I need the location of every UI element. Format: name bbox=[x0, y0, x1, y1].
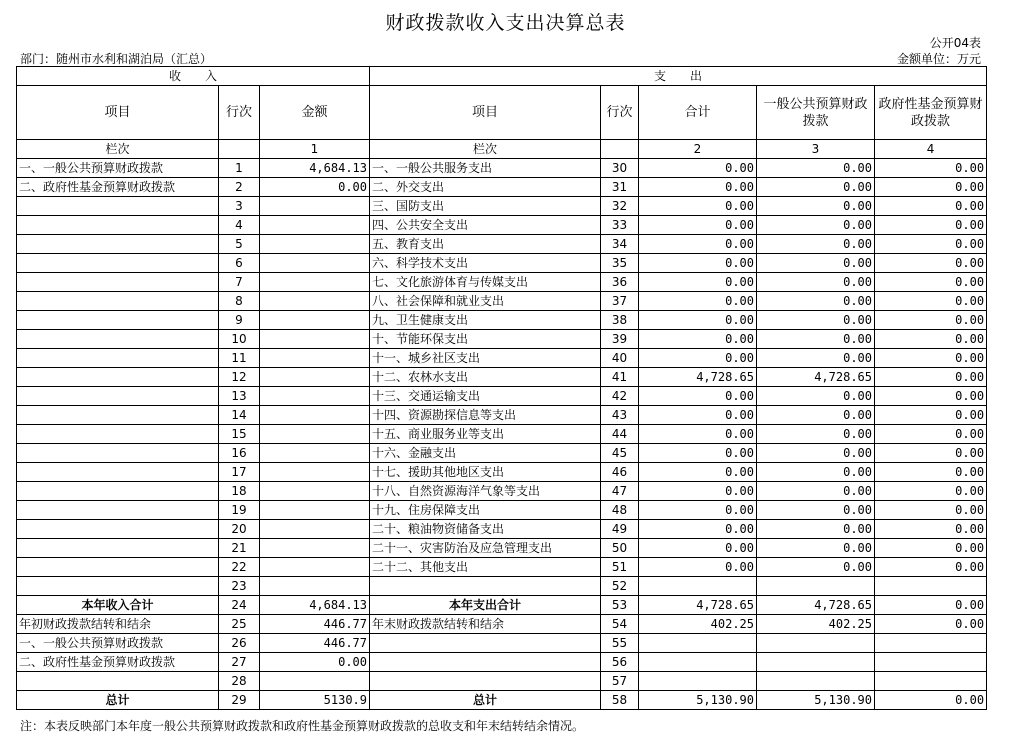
expense-total: 0.00 bbox=[639, 558, 757, 577]
gov-fund-amount: 0.00 bbox=[875, 368, 987, 387]
income-amount bbox=[260, 216, 370, 235]
income-row-no: 27 bbox=[219, 653, 260, 672]
table-row bbox=[17, 501, 987, 520]
expense-row-no: 33 bbox=[601, 216, 639, 235]
expense-row-no: 39 bbox=[601, 330, 639, 349]
expense-total: 0.00 bbox=[639, 539, 757, 558]
expense-row-no: 37 bbox=[601, 292, 639, 311]
income-amount bbox=[260, 539, 370, 558]
expense-total: 0.00 bbox=[639, 330, 757, 349]
general-budget-header: 一般公共预算财政拨款 bbox=[757, 86, 875, 140]
expense-item-header: 项目 bbox=[370, 86, 601, 140]
expense-row-no: 42 bbox=[601, 387, 639, 406]
expense-item: 二十、粮油物资储备支出 bbox=[370, 520, 601, 539]
general-budget-amount: 0.00 bbox=[757, 349, 875, 368]
gov-fund-amount: 0.00 bbox=[875, 691, 987, 710]
income-item-header: 项目 bbox=[17, 86, 219, 140]
expense-row-no: 50 bbox=[601, 539, 639, 558]
income-amount-header: 金额 bbox=[260, 86, 370, 140]
table-row bbox=[17, 444, 987, 463]
income-item bbox=[17, 444, 219, 463]
expense-total: 0.00 bbox=[639, 197, 757, 216]
expense-row-no: 44 bbox=[601, 425, 639, 444]
general-budget-amount bbox=[757, 653, 875, 672]
table-row bbox=[17, 577, 987, 596]
expense-item: 四、公共安全支出 bbox=[370, 216, 601, 235]
gov-fund-amount: 0.00 bbox=[875, 292, 987, 311]
income-amount bbox=[260, 254, 370, 273]
gov-fund-amount: 0.00 bbox=[875, 197, 987, 216]
income-amount bbox=[260, 292, 370, 311]
income-amount: 5130.9 bbox=[260, 691, 370, 710]
expense-row-no: 31 bbox=[601, 178, 639, 197]
income-amount bbox=[260, 501, 370, 520]
expense-row-no: 54 bbox=[601, 615, 639, 634]
table-row bbox=[17, 615, 987, 634]
table-row bbox=[17, 425, 987, 444]
expense-item: 七、文化旅游体育与传媒支出 bbox=[370, 273, 601, 292]
income-row-no: 28 bbox=[219, 672, 260, 691]
general-budget-amount: 0.00 bbox=[757, 425, 875, 444]
income-row-no: 16 bbox=[219, 444, 260, 463]
gov-fund-amount: 0.00 bbox=[875, 178, 987, 197]
general-budget-amount: 0.00 bbox=[757, 558, 875, 577]
income-amount bbox=[260, 387, 370, 406]
income-amount bbox=[260, 577, 370, 596]
expense-total: 0.00 bbox=[639, 235, 757, 254]
income-item bbox=[17, 501, 219, 520]
income-amount bbox=[260, 406, 370, 425]
income-row-no: 21 bbox=[219, 539, 260, 558]
income-row-no: 8 bbox=[219, 292, 260, 311]
expense-row-no: 36 bbox=[601, 273, 639, 292]
expense-total bbox=[639, 634, 757, 653]
gov-fund-amount: 0.00 bbox=[875, 311, 987, 330]
general-budget-amount: 0.00 bbox=[757, 520, 875, 539]
general-budget-amount bbox=[757, 672, 875, 691]
gov-fund-amount: 0.00 bbox=[875, 406, 987, 425]
income-item bbox=[17, 539, 219, 558]
expense-item bbox=[370, 672, 601, 691]
table-row bbox=[17, 596, 987, 615]
gov-fund-amount: 0.00 bbox=[875, 330, 987, 349]
expense-total bbox=[639, 577, 757, 596]
general-budget-amount: 0.00 bbox=[757, 539, 875, 558]
expense-total: 0.00 bbox=[639, 425, 757, 444]
general-budget-amount: 0.00 bbox=[757, 311, 875, 330]
general-budget-amount: 0.00 bbox=[757, 387, 875, 406]
expense-row-no: 47 bbox=[601, 482, 639, 501]
expense-item: 九、卫生健康支出 bbox=[370, 311, 601, 330]
income-rowno-header: 行次 bbox=[219, 86, 260, 140]
income-row-no: 2 bbox=[219, 178, 260, 197]
expense-row-no: 53 bbox=[601, 596, 639, 615]
expense-total: 0.00 bbox=[639, 311, 757, 330]
expense-row-no: 58 bbox=[601, 691, 639, 710]
income-amount bbox=[260, 235, 370, 254]
general-budget-amount: 0.00 bbox=[757, 406, 875, 425]
income-amount bbox=[260, 558, 370, 577]
general-budget-amount: 402.25 bbox=[757, 615, 875, 634]
table-row bbox=[17, 634, 987, 653]
income-item: 年初财政拨款结转和结余 bbox=[17, 615, 219, 634]
income-item bbox=[17, 520, 219, 539]
general-budget-amount: 0.00 bbox=[757, 444, 875, 463]
general-budget-amount: 0.00 bbox=[757, 463, 875, 482]
expense-item: 十三、交通运输支出 bbox=[370, 387, 601, 406]
table-row bbox=[17, 349, 987, 368]
income-item: 一、一般公共预算财政拨款 bbox=[17, 159, 219, 178]
income-item bbox=[17, 558, 219, 577]
income-row-no: 19 bbox=[219, 501, 260, 520]
income-amount: 4,684.13 bbox=[260, 596, 370, 615]
expense-item: 本年支出合计 bbox=[370, 596, 601, 615]
gov-fund-amount bbox=[875, 653, 987, 672]
total-header: 合计 bbox=[639, 86, 757, 140]
table-row bbox=[17, 406, 987, 425]
income-amount bbox=[260, 311, 370, 330]
table-row bbox=[17, 539, 987, 558]
income-amount: 446.77 bbox=[260, 634, 370, 653]
page-title: 财政拨款收入支出决算总表 bbox=[385, 12, 626, 34]
expense-row-no: 51 bbox=[601, 558, 639, 577]
income-item bbox=[17, 463, 219, 482]
expense-item: 十七、援助其他地区支出 bbox=[370, 463, 601, 482]
gov-fund-amount: 0.00 bbox=[875, 235, 987, 254]
income-row-no: 7 bbox=[219, 273, 260, 292]
income-row-no: 5 bbox=[219, 235, 260, 254]
col-blank bbox=[601, 140, 639, 159]
gov-fund-amount: 0.00 bbox=[875, 558, 987, 577]
summary-table bbox=[16, 66, 987, 710]
income-row-no: 4 bbox=[219, 216, 260, 235]
table-row bbox=[17, 254, 987, 273]
expense-item: 二十一、灾害防治及应急管理支出 bbox=[370, 539, 601, 558]
table-row bbox=[17, 235, 987, 254]
general-budget-amount: 0.00 bbox=[757, 254, 875, 273]
expense-row-no: 35 bbox=[601, 254, 639, 273]
general-budget-amount: 4,728.65 bbox=[757, 596, 875, 615]
income-row-no: 10 bbox=[219, 330, 260, 349]
income-row-no: 12 bbox=[219, 368, 260, 387]
income-amount: 446.77 bbox=[260, 615, 370, 634]
income-amount: 0.00 bbox=[260, 178, 370, 197]
gov-fund-amount: 0.00 bbox=[875, 444, 987, 463]
income-item bbox=[17, 311, 219, 330]
table-row bbox=[17, 292, 987, 311]
gov-fund-amount: 0.00 bbox=[875, 273, 987, 292]
expense-total bbox=[639, 672, 757, 691]
income-item bbox=[17, 216, 219, 235]
income-row-no: 22 bbox=[219, 558, 260, 577]
table-row bbox=[17, 482, 987, 501]
income-item bbox=[17, 387, 219, 406]
income-row-no: 18 bbox=[219, 482, 260, 501]
expense-row-no: 30 bbox=[601, 159, 639, 178]
income-row-no: 15 bbox=[219, 425, 260, 444]
income-row-no: 29 bbox=[219, 691, 260, 710]
col-label: 栏次 bbox=[370, 140, 601, 159]
table-row bbox=[17, 368, 987, 387]
income-amount: 0.00 bbox=[260, 653, 370, 672]
expense-row-no: 55 bbox=[601, 634, 639, 653]
expense-item: 十八、自然资源海洋气象等支出 bbox=[370, 482, 601, 501]
col-index-2: 2 bbox=[639, 140, 757, 159]
income-amount bbox=[260, 463, 370, 482]
income-item: 二、政府性基金预算财政拨款 bbox=[17, 653, 219, 672]
gov-fund-amount: 0.00 bbox=[875, 463, 987, 482]
income-amount bbox=[260, 330, 370, 349]
income-amount: 4,684.13 bbox=[260, 159, 370, 178]
income-item bbox=[17, 577, 219, 596]
income-row-no: 17 bbox=[219, 463, 260, 482]
expense-row-no: 43 bbox=[601, 406, 639, 425]
footnote: 注：本表反映部门本年度一般公共预算财政拨款和政府性基金预算财政拨款的总收支和年末结转结余情况。 bbox=[20, 719, 585, 733]
income-row-no: 20 bbox=[219, 520, 260, 539]
gov-fund-amount bbox=[875, 634, 987, 653]
gov-fund-header: 政府性基金预算财政拨款 bbox=[875, 86, 987, 140]
expense-item: 三、国防支出 bbox=[370, 197, 601, 216]
expense-item: 总计 bbox=[370, 691, 601, 710]
expense-total: 0.00 bbox=[639, 178, 757, 197]
table-row bbox=[17, 672, 987, 691]
expense-total: 0.00 bbox=[639, 216, 757, 235]
general-budget-amount: 5,130.90 bbox=[757, 691, 875, 710]
expense-item bbox=[370, 653, 601, 672]
income-amount bbox=[260, 425, 370, 444]
expense-total: 0.00 bbox=[639, 159, 757, 178]
income-row-no: 26 bbox=[219, 634, 260, 653]
income-item bbox=[17, 672, 219, 691]
gov-fund-amount: 0.00 bbox=[875, 216, 987, 235]
expense-total: 0.00 bbox=[639, 254, 757, 273]
income-item bbox=[17, 330, 219, 349]
expense-row-no: 52 bbox=[601, 577, 639, 596]
income-item bbox=[17, 197, 219, 216]
gov-fund-amount: 0.00 bbox=[875, 387, 987, 406]
gov-fund-amount: 0.00 bbox=[875, 425, 987, 444]
income-row-no: 14 bbox=[219, 406, 260, 425]
table-row bbox=[17, 273, 987, 292]
income-item bbox=[17, 254, 219, 273]
gov-fund-amount: 0.00 bbox=[875, 254, 987, 273]
table-row bbox=[17, 387, 987, 406]
expense-item: 十二、农林水支出 bbox=[370, 368, 601, 387]
expense-row-no: 56 bbox=[601, 653, 639, 672]
income-item: 一、一般公共预算财政拨款 bbox=[17, 634, 219, 653]
income-amount bbox=[260, 672, 370, 691]
income-amount bbox=[260, 273, 370, 292]
expense-total: 0.00 bbox=[639, 463, 757, 482]
expense-total: 0.00 bbox=[639, 349, 757, 368]
income-item bbox=[17, 349, 219, 368]
table-row bbox=[17, 159, 987, 178]
table-row bbox=[17, 178, 987, 197]
expense-total: 4,728.65 bbox=[639, 368, 757, 387]
income-amount bbox=[260, 368, 370, 387]
expense-row-no: 40 bbox=[601, 349, 639, 368]
expense-row-no: 57 bbox=[601, 672, 639, 691]
general-budget-amount bbox=[757, 577, 875, 596]
general-budget-amount: 0.00 bbox=[757, 159, 875, 178]
expense-row-no: 34 bbox=[601, 235, 639, 254]
gov-fund-amount bbox=[875, 672, 987, 691]
income-item bbox=[17, 273, 219, 292]
income-amount bbox=[260, 349, 370, 368]
general-budget-amount: 4,728.65 bbox=[757, 368, 875, 387]
table-row bbox=[17, 691, 987, 710]
expense-item: 十四、资源勘探信息等支出 bbox=[370, 406, 601, 425]
expense-row-no: 41 bbox=[601, 368, 639, 387]
income-row-no: 24 bbox=[219, 596, 260, 615]
gov-fund-amount: 0.00 bbox=[875, 539, 987, 558]
expense-item: 十六、金融支出 bbox=[370, 444, 601, 463]
expense-total bbox=[639, 653, 757, 672]
expense-total: 0.00 bbox=[639, 501, 757, 520]
income-row-no: 23 bbox=[219, 577, 260, 596]
expense-item bbox=[370, 634, 601, 653]
gov-fund-amount: 0.00 bbox=[875, 596, 987, 615]
expense-item: 十五、商业服务业等支出 bbox=[370, 425, 601, 444]
expense-item: 二、外交支出 bbox=[370, 178, 601, 197]
general-budget-amount: 0.00 bbox=[757, 292, 875, 311]
table-row bbox=[17, 311, 987, 330]
expense-total: 0.00 bbox=[639, 444, 757, 463]
gov-fund-amount: 0.00 bbox=[875, 482, 987, 501]
expense-total: 0.00 bbox=[639, 520, 757, 539]
income-row-no: 3 bbox=[219, 197, 260, 216]
col-label: 栏次 bbox=[17, 140, 219, 159]
income-item bbox=[17, 368, 219, 387]
income-amount bbox=[260, 520, 370, 539]
income-item: 二、政府性基金预算财政拨款 bbox=[17, 178, 219, 197]
expense-row-no: 32 bbox=[601, 197, 639, 216]
col-index-3: 3 bbox=[757, 140, 875, 159]
income-item bbox=[17, 482, 219, 501]
table-row bbox=[17, 520, 987, 539]
table-row bbox=[17, 653, 987, 672]
income-item: 本年收入合计 bbox=[17, 596, 219, 615]
income-item bbox=[17, 292, 219, 311]
table-row bbox=[17, 463, 987, 482]
income-row-no: 6 bbox=[219, 254, 260, 273]
expense-row-no: 46 bbox=[601, 463, 639, 482]
expense-total: 5,130.90 bbox=[639, 691, 757, 710]
expense-item: 六、科学技术支出 bbox=[370, 254, 601, 273]
expense-total: 0.00 bbox=[639, 482, 757, 501]
income-row-no: 9 bbox=[219, 311, 260, 330]
gov-fund-amount: 0.00 bbox=[875, 615, 987, 634]
expense-header: 支 出 bbox=[370, 67, 987, 86]
expense-item: 八、社会保障和就业支出 bbox=[370, 292, 601, 311]
income-item bbox=[17, 406, 219, 425]
income-item bbox=[17, 425, 219, 444]
income-row-no: 13 bbox=[219, 387, 260, 406]
expense-total: 0.00 bbox=[639, 273, 757, 292]
general-budget-amount: 0.00 bbox=[757, 235, 875, 254]
department-label: 部门：随州市水利和湖泊局（汇总） bbox=[20, 52, 213, 66]
expense-row-no: 45 bbox=[601, 444, 639, 463]
income-row-no: 1 bbox=[219, 159, 260, 178]
expense-total: 4,728.65 bbox=[639, 596, 757, 615]
general-budget-amount: 0.00 bbox=[757, 330, 875, 349]
table-row bbox=[17, 197, 987, 216]
gov-fund-amount: 0.00 bbox=[875, 520, 987, 539]
form-number: 公开04表 bbox=[929, 36, 981, 50]
expense-item: 十一、城乡社区支出 bbox=[370, 349, 601, 368]
column-index-row bbox=[17, 140, 987, 159]
unit-label: 金额单位：万元 bbox=[896, 52, 981, 66]
expense-row-no: 48 bbox=[601, 501, 639, 520]
income-header: 收 入 bbox=[17, 67, 370, 86]
expense-item bbox=[370, 577, 601, 596]
expense-row-no: 38 bbox=[601, 311, 639, 330]
general-budget-amount: 0.00 bbox=[757, 197, 875, 216]
col-index-4: 4 bbox=[875, 140, 987, 159]
income-row-no: 25 bbox=[219, 615, 260, 634]
header-row-1 bbox=[17, 67, 987, 86]
expense-total: 0.00 bbox=[639, 292, 757, 311]
general-budget-amount: 0.00 bbox=[757, 482, 875, 501]
col-index-1: 1 bbox=[260, 140, 370, 159]
income-row-no: 11 bbox=[219, 349, 260, 368]
table-row bbox=[17, 216, 987, 235]
header-row-2 bbox=[17, 86, 987, 140]
expense-rowno-header: 行次 bbox=[601, 86, 639, 140]
general-budget-amount: 0.00 bbox=[757, 273, 875, 292]
table-row bbox=[17, 330, 987, 349]
expense-total: 0.00 bbox=[639, 387, 757, 406]
income-item bbox=[17, 235, 219, 254]
col-blank bbox=[219, 140, 260, 159]
expense-item: 年末财政拨款结转和结余 bbox=[370, 615, 601, 634]
expense-total: 0.00 bbox=[639, 406, 757, 425]
gov-fund-amount: 0.00 bbox=[875, 159, 987, 178]
gov-fund-amount: 0.00 bbox=[875, 501, 987, 520]
general-budget-amount: 0.00 bbox=[757, 501, 875, 520]
expense-item: 一、一般公共服务支出 bbox=[370, 159, 601, 178]
expense-item: 二十二、其他支出 bbox=[370, 558, 601, 577]
general-budget-amount: 0.00 bbox=[757, 216, 875, 235]
general-budget-amount: 0.00 bbox=[757, 178, 875, 197]
table-row bbox=[17, 558, 987, 577]
gov-fund-amount: 0.00 bbox=[875, 349, 987, 368]
expense-item: 五、教育支出 bbox=[370, 235, 601, 254]
income-amount bbox=[260, 482, 370, 501]
expense-total: 402.25 bbox=[639, 615, 757, 634]
income-amount bbox=[260, 444, 370, 463]
general-budget-amount bbox=[757, 634, 875, 653]
expense-row-no: 49 bbox=[601, 520, 639, 539]
income-amount bbox=[260, 197, 370, 216]
gov-fund-amount bbox=[875, 577, 987, 596]
expense-item: 十、节能环保支出 bbox=[370, 330, 601, 349]
expense-item: 十九、住房保障支出 bbox=[370, 501, 601, 520]
income-item: 总计 bbox=[17, 691, 219, 710]
